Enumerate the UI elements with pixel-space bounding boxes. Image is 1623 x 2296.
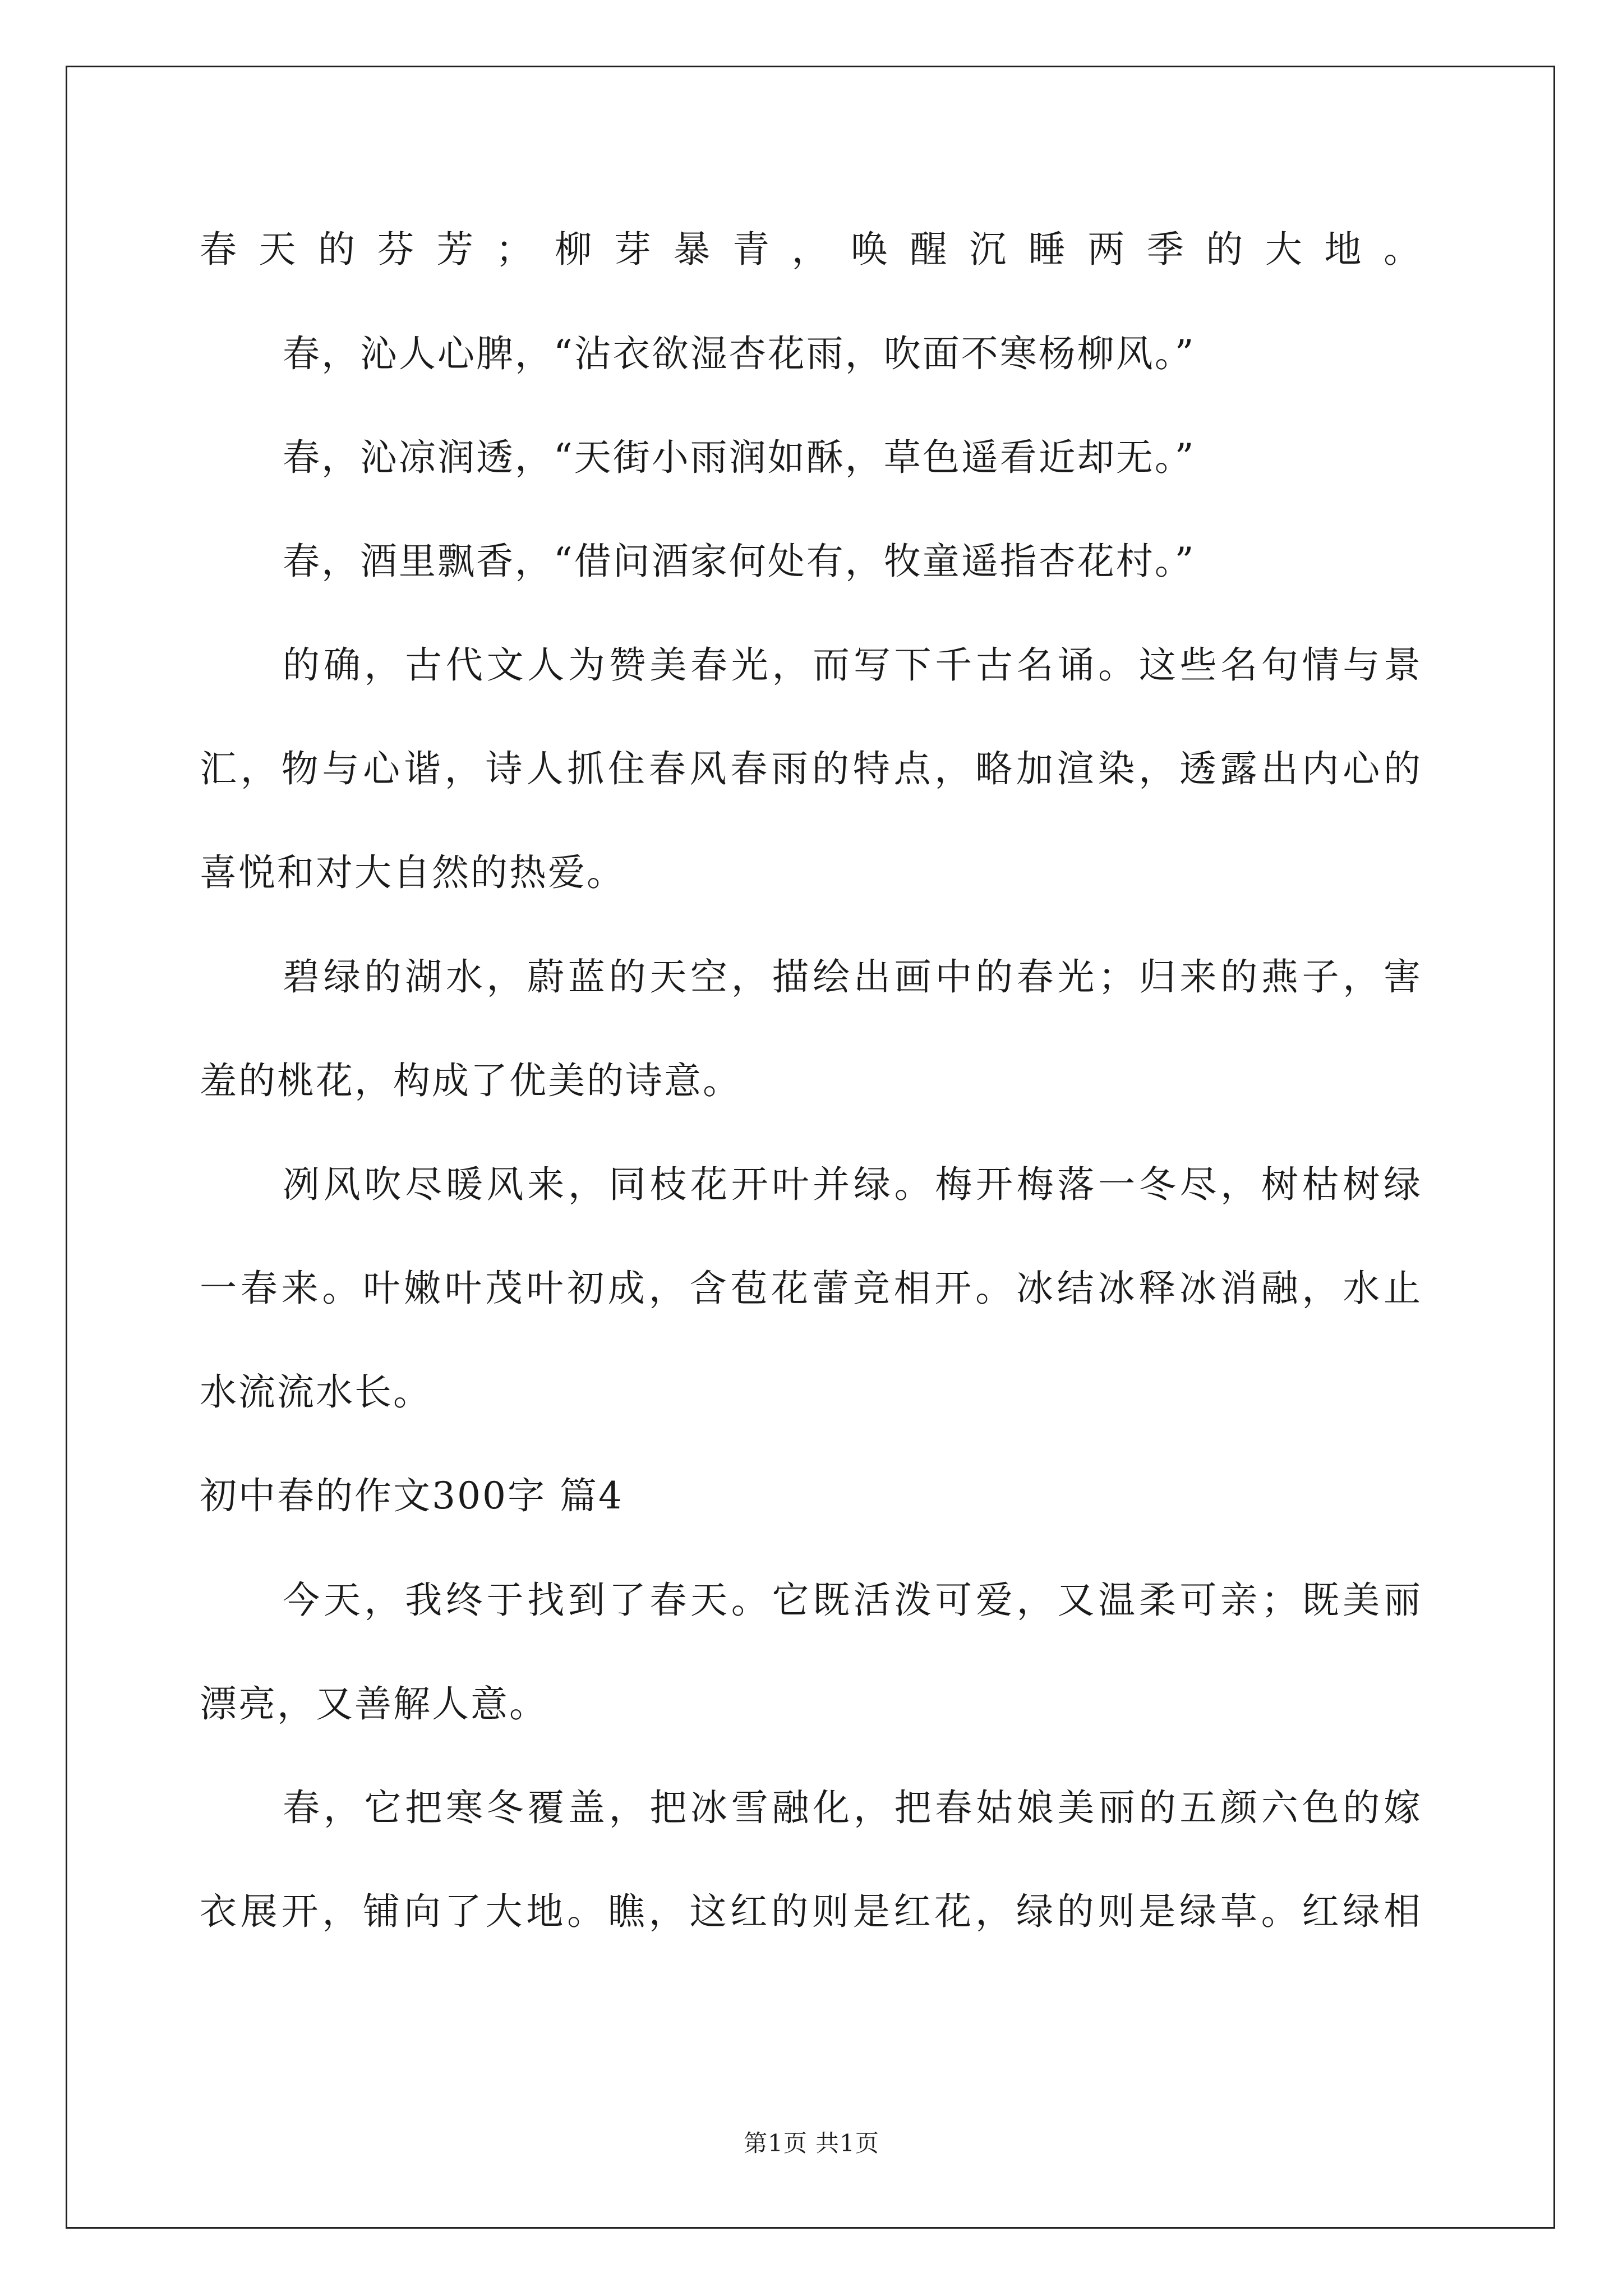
text-line: 漂亮，又善解人意。 [200,1682,548,1726]
text-line: 春，沁凉润透，“天街小雨润如酥，草色遥看近却无。” [283,436,1196,479]
text-line: 水流流水长。 [200,1370,432,1414]
page-footer: 第1页 共1页 [744,2129,879,2157]
text-line: 羞的桃花，构成了优美的诗意。 [200,1059,741,1102]
text-line: 一春来。叶嫩叶茂叶初成，含苞花蕾竞相开。冰结冰释冰消融，水止 [200,1267,1422,1310]
text-line: 春，酒里飘香，“借问酒家何处有，牧童遥指杏花村。” [283,540,1196,583]
text-line: 春，它把寒冬覆盖，把冰雪融化，把春姑娘美丽的五颜六色的嫁 [283,1786,1422,1829]
text-line: 春，沁人心脾，“沾衣欲湿杏花雨，吹面不寒杨柳风。” [283,332,1196,375]
text-line: 春天的芬芳；柳芽暴青，唤醒沉睡两季的大地。 [200,228,1422,271]
text-line: 冽风吹尽暖风来，同枝花开叶并绿。梅开梅落一冬尽，树枯树绿 [283,1163,1422,1206]
section-heading: 初中春的作文300字 篇4 [200,1474,624,1517]
text-line: 碧绿的湖水，蔚蓝的天空，描绘出画中的春光；归来的燕子，害 [283,955,1422,999]
text-line: 今天，我终于找到了春天。它既活泼可爱，又温柔可亲；既美丽 [283,1579,1422,1622]
text-line: 衣展开，铺向了大地。瞧，这红的则是红花，绿的则是绿草。红绿相 [200,1890,1422,1933]
text-line: 的确，古代文人为赞美春光，而写下千古名诵。这些名句情与景 [283,643,1422,687]
text-line: 汇，物与心谐，诗人抓住春风春雨的特点，略加渲染，透露出内心的 [200,747,1422,790]
text-line: 喜悦和对大自然的热爱。 [200,851,625,894]
